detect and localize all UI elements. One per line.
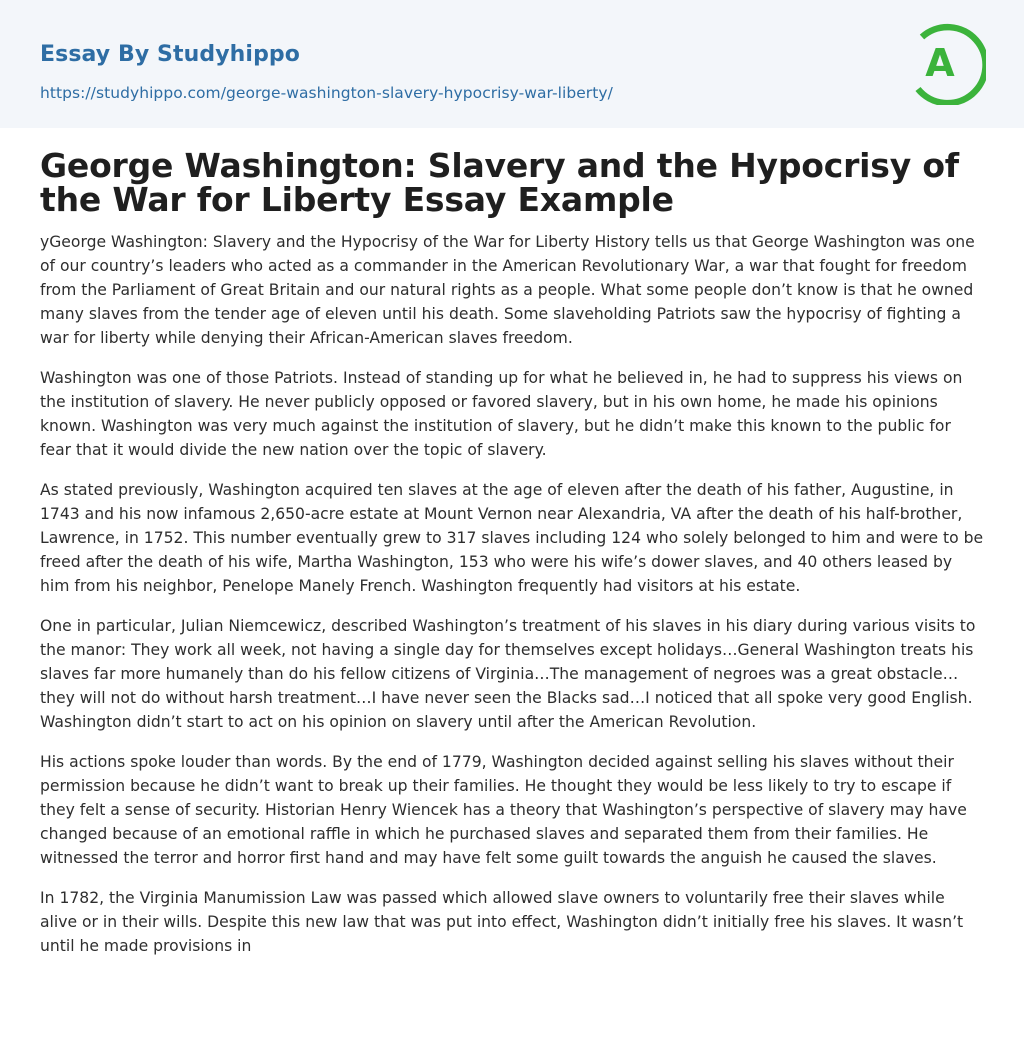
site-header xyxy=(0,0,1024,128)
site-brand[interactable]: Essay By Studyhippo xyxy=(40,42,300,67)
article-paragraph: His actions spoke louder than words. By the end of 1779, Washington decided against selling his slaves without their permission because he didn’t want to break up their families. He thought they would be less likely to try to escape if they felt a sense of security. Historian Henry Wiencek has a theory that Washington’s perspective of slavery may have changed because of an emotional raffle in which he purchased slaves and separated them from their families. He witnessed the terror and horror first hand and may have felt some guilt towards the anguish he caused the slaves. xyxy=(40,753,967,867)
article-paragraph: In 1782, the Virginia Manumission Law was passed which allowed slave owners to voluntarily free their slaves while alive or in their wills. Despite this new law that was put into effect, Washington didn’t initially free his slaves. It wasn’t until he made provisions in xyxy=(40,889,964,955)
article-paragraph: As stated previously, Washington acquired ten slaves at the age of eleven after the death of his father, Augustine, in 1743 and his now infamous 2,650-acre estate at Mount Vernon near Alexandria, VA after the death of his half-brother, Lawrence, in 1752. This number eventually grew to 317 slaves including 124 who solely belonged to him and were to be freed after the death of his wife, Martha Washington, 153 who were his wife’s dower slaves, and 40 others leased by him from his neighbor, Penelope Manely French. Washington frequently had visitors at his estate. xyxy=(40,481,984,595)
essay-url-link[interactable]: https://studyhippo.com/george-washington-slavery-hypocrisy-war-liberty/ xyxy=(40,84,613,102)
article-paragraph: yGeorge Washington: Slavery and the Hypocrisy of the War for Liberty History tells us that George Washington was one of our country’s leaders who acted as a commander in the American Revolutionary War, a war that fought for freedom from the Parliament of Great Britain and our natural rights as a people. What some people don’t know is that he owned many slaves from the tender age of eleven until his death. Some slaveholding Patriots saw the hypocrisy of fighting a war for liberty while denying their African-American slaves freedom. xyxy=(40,233,975,347)
article-body xyxy=(40,230,984,958)
studyhippo-logo[interactable] xyxy=(912,19,986,105)
article-paragraph: Washington was one of those Patriots. Instead of standing up for what he believed in, he had to suppress his views on the institution of slavery. He never publicly opposed or favored slavery, but in his own home, he made his opinions known. Washington was very much against the institution of slavery, but he didn’t make this known to the public for fear that it would divide the new nation over the topic of slavery. xyxy=(40,369,963,459)
logo-ring-icon xyxy=(912,19,986,105)
page-title: George Washington: Slavery and the Hypocrisy of the War for Liberty Essay Example xyxy=(40,146,959,219)
article-paragraph: One in particular, Julian Niemcewicz, described Washington’s treatment of his slaves in his diary during various visits to the manor: They work all week, not having a single day for themselves except holidays…General Washington treats his slaves far more humanely than do his fellow citizens of Virginia…The management of negroes was a great obstacle…they will not do without harsh treatment…I have never seen the Blacks sad…I noticed that all spoke very good English. Washington didn’t start to act on his opinion on slavery until after the American Revolution. xyxy=(40,617,976,731)
logo-letter: A xyxy=(925,41,955,85)
article xyxy=(0,128,1024,958)
